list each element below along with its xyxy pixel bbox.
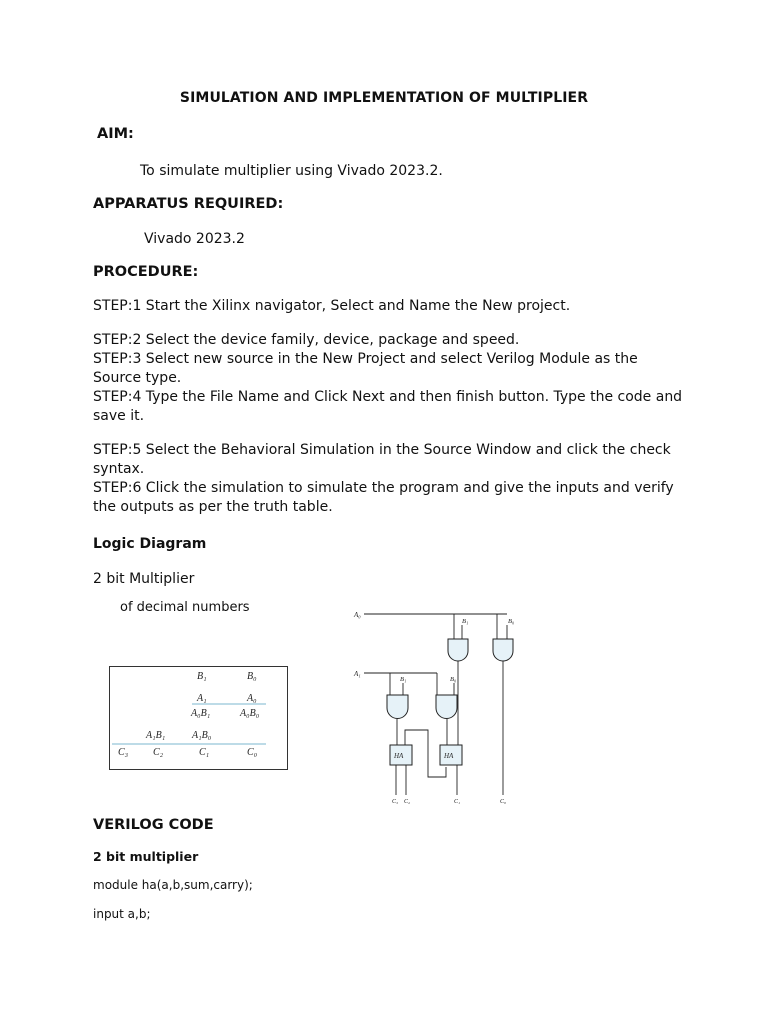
circuit-input-b1-top: B₁ [462,618,469,625]
circuit-input-b1-mid: B₁ [400,676,407,683]
multiplier-circuit [350,605,530,805]
procedure-heading: PROCEDURE: [93,264,199,280]
aim-text: To simulate multiplier using Vivado 2023.2. [140,163,443,179]
circuit-output-c3: C₃ [392,799,399,805]
procedure-steps [93,297,683,517]
circuit-input-a1: A₁ [354,670,361,678]
table-b0: B₀ [247,671,257,682]
table-a1b0: A₁B₀ [192,730,212,741]
logic-diagram-heading: Logic Diagram [93,536,207,552]
step-5: STEP:5 Select the Behavioral Simulation in the Source Window and click the check syntax. [93,442,671,477]
code-line-1: module ha(a,b,sum,carry); [93,878,253,892]
table-a0b1: A₀B₁ [191,708,211,719]
and-gate-a0b1 [448,639,468,661]
table-b1: B₁ [197,671,207,682]
page-title: SIMULATION AND IMPLEMENTATION OF MULTIPLIER [179,90,589,106]
table-c2: C₂ [153,747,164,758]
circuit-input-b0-top: B₀ [508,618,515,625]
multiplication-table-figure [109,666,288,770]
half-adder-2-label: HA [444,752,454,760]
code-line-2: input a,b; [93,907,151,921]
table-a0b0: A₀B₀ [240,708,260,719]
aim-heading: AIM: [97,126,134,142]
and-gate-a1b1 [387,695,408,718]
step-6: STEP:6 Click the simulation to simulate the program and give the inputs and verify the outputs as per the truth table. [93,480,674,515]
circuit-output-c2: C₂ [404,799,411,805]
table-a0: A₀ [247,693,257,704]
circuit-input-b0-mid: B₀ [450,676,457,683]
verilog-subheading: 2 bit multiplier [93,849,199,864]
and-gate-a1b0 [436,695,457,719]
circuit-input-a0: A₀ [354,611,361,619]
step-3: STEP:3 Select new source in the New Project and select Verilog Module as the Source type. [93,351,638,386]
apparatus-text: Vivado 2023.2 [144,231,245,247]
half-adder-1-label: HA [394,752,404,760]
table-c0: C₀ [247,747,258,758]
step-1: STEP:1 Start the Xilinx navigator, Select and Name the New project. [93,298,571,314]
step-4: STEP:4 Type the File Name and Click Next and then finish button. Type the code and save it. [93,389,683,424]
verilog-heading: VERILOG CODE [93,817,214,833]
circuit-output-c0: C₀ [500,799,507,805]
figure-caption: of decimal numbers [120,600,250,615]
apparatus-heading: APPARATUS REQUIRED: [93,196,284,212]
and-gate-a0b0 [493,639,513,661]
table-c3: C₃ [118,747,129,758]
table-a1: A₁ [197,693,207,704]
table-a1b1: A₁B₁ [146,730,166,741]
step-2: STEP:2 Select the device family, device, package and speed. [93,332,520,348]
table-c1: C₁ [199,747,210,758]
circuit-output-c1: C₁ [454,799,461,805]
logic-diagram-subheading: 2 bit Multiplier [93,571,195,587]
